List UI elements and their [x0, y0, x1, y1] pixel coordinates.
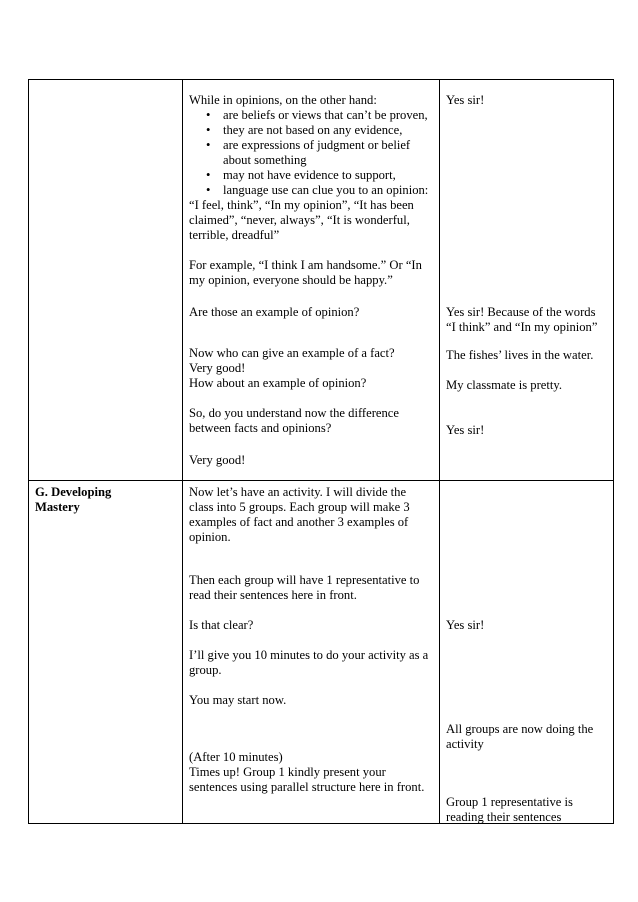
times-up-line-1: Times up! Group 1 kindly present your	[189, 765, 386, 779]
section-label-line-2: Mastery	[35, 500, 80, 514]
student-response: Yes sir!	[446, 618, 485, 632]
time-limit-line-1: I’ll give you 10 minutes to do your activity as a	[189, 648, 429, 662]
understand-question-line-2: between facts and opinions?	[189, 421, 332, 435]
teacher-cell	[183, 481, 440, 824]
student-fact-example: The fishes’ lives in the water.	[446, 348, 594, 362]
start-instruction: You may start now.	[189, 693, 287, 707]
list-item: • are beliefs or views that can’t be proven,	[206, 108, 428, 122]
representative-line-1: Then each group will have 1 representative to	[189, 573, 420, 587]
clue-words-line-3: terrible, dreadful”	[189, 228, 280, 242]
table-row	[29, 80, 614, 481]
praise-text: Very good!	[189, 453, 246, 467]
label-cell	[29, 481, 183, 824]
fact-example-question: Now who can give an example of a fact?	[189, 346, 395, 360]
activity-line-4: opinion.	[189, 530, 231, 544]
bullet-icon: •	[206, 108, 211, 122]
label-cell	[29, 80, 183, 481]
opinion-question: Are those an example of opinion?	[189, 305, 360, 319]
bullet-icon: •	[206, 123, 211, 137]
opinion-example-question: How about an example of opinion?	[189, 376, 367, 390]
opinion-bullet-list	[189, 108, 428, 198]
list-item: • they are not based on any evidence,	[206, 123, 403, 137]
student-representative-line-1: Group 1 representative is	[446, 795, 573, 809]
list-item: • language use can clue you to an opinion:	[206, 183, 429, 197]
opinion-intro: While in opinions, on the other hand:	[189, 93, 377, 107]
activity-line-2: class into 5 groups. Each group will make 3	[189, 500, 410, 514]
student-representative-line-2: reading their sentences	[446, 810, 562, 824]
representative-line-2: read their sentences here in front.	[189, 588, 357, 602]
section-label-line-1: G. Developing	[35, 485, 112, 499]
student-response-line-1: Yes sir! Because of the words	[446, 305, 596, 319]
clear-question: Is that clear?	[189, 618, 254, 632]
student-response-line-2: “I think” and “In my opinion”	[446, 320, 598, 334]
student-status-line-2: activity	[446, 737, 484, 751]
student-cell	[440, 481, 614, 824]
understand-question-line-1: So, do you understand now the difference	[189, 406, 399, 420]
student-response: Yes sir!	[446, 423, 485, 437]
times-up-line-2: sentences using parallel structure here in front.	[189, 780, 425, 794]
list-item: • are expressions of judgment or belief	[206, 138, 411, 152]
after-time-note: (After 10 minutes)	[189, 750, 283, 764]
bullet-icon: •	[206, 183, 211, 197]
student-cell	[440, 80, 614, 481]
bullet-icon: •	[206, 138, 211, 152]
table-row	[29, 481, 614, 824]
teacher-cell	[183, 80, 440, 481]
opinion-example-line-2: my opinion, everyone should be happy.”	[189, 273, 393, 287]
clue-words-line-1: “I feel, think”, “In my opinion”, “It has been	[189, 198, 414, 212]
clue-words-line-2: claimed”, “never, always”, “It is wonderful,	[189, 213, 410, 227]
opinion-example-line-1: For example, “I think I am handsome.” Or “In	[189, 258, 422, 272]
lesson-plan-table	[28, 79, 614, 824]
list-item-continuation: about something	[223, 153, 307, 167]
praise-text: Very good!	[189, 361, 246, 375]
student-opinion-example: My classmate is pretty.	[446, 378, 562, 392]
student-status-line-1: All groups are now doing the	[446, 722, 594, 736]
time-limit-line-2: group.	[189, 663, 222, 677]
list-item: • may not have evidence to support,	[206, 168, 396, 182]
activity-line-1: Now let’s have an activity. I will divide the	[189, 485, 407, 499]
activity-line-3: examples of fact and another 3 examples of	[189, 515, 409, 529]
student-response: Yes sir!	[446, 93, 485, 107]
bullet-icon: •	[206, 168, 211, 182]
